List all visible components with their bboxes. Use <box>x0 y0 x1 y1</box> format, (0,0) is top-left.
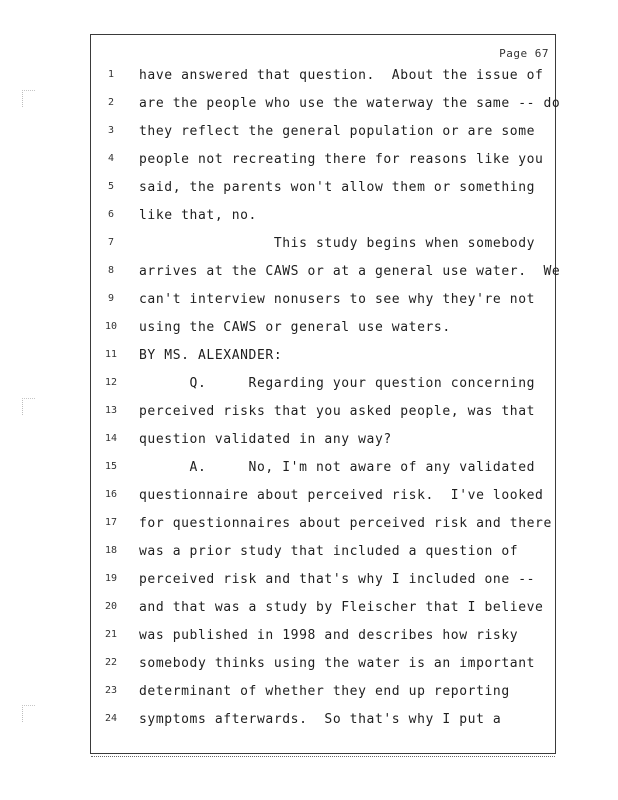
line-number: 14 <box>104 433 118 444</box>
transcript-line: Q. Regarding your question concerning <box>139 376 536 391</box>
line-number: 13 <box>104 405 118 416</box>
transcript-line: was a prior study that included a question of <box>139 544 519 559</box>
transcript-line: was published in 1998 and describes how risky <box>139 628 519 643</box>
line-number: 12 <box>104 377 118 388</box>
transcript-line: people not recreating there for reasons like you <box>139 152 544 167</box>
transcript-page <box>90 34 561 754</box>
line-number: 18 <box>104 545 118 556</box>
transcript-line: somebody thinks using the water is an important <box>139 656 536 671</box>
line-number: 22 <box>104 657 118 668</box>
line-number: 17 <box>104 517 118 528</box>
transcript-line: BY MS. ALEXANDER: <box>139 348 283 363</box>
transcript-line: questionnaire about perceived risk. I've looked <box>139 488 544 503</box>
line-number: 3 <box>107 125 115 136</box>
scan-artifact-line <box>91 753 555 757</box>
line-number: 7 <box>107 237 115 248</box>
line-number: 9 <box>107 293 115 304</box>
line-number: 24 <box>104 713 118 724</box>
line-number: 8 <box>107 265 115 276</box>
line-number: 19 <box>104 573 118 584</box>
line-number-column <box>91 35 131 753</box>
transcript-line: like that, no. <box>139 208 257 223</box>
transcript-line: they reflect the general population or are some <box>139 124 536 139</box>
line-number: 16 <box>104 489 118 500</box>
transcript-line: perceived risk and that's why I included one -- <box>139 572 536 587</box>
transcript-line: are the people who use the waterway the same -- do <box>139 96 561 111</box>
transcript-line: determinant of whether they end up reporting <box>139 684 510 699</box>
transcript-line: for questionnaires about perceived risk and there <box>139 516 552 531</box>
transcript-line: using the CAWS or general use waters. <box>139 320 451 335</box>
line-number: 2 <box>107 97 115 108</box>
binding-hole-mark <box>22 398 35 415</box>
transcript-line: question validated in any way? <box>139 432 392 447</box>
line-number: 4 <box>107 153 115 164</box>
binding-hole-mark <box>22 90 35 107</box>
line-number: 20 <box>104 601 118 612</box>
transcript-line: can't interview nonusers to see why they're not <box>139 292 536 307</box>
line-number: 5 <box>107 181 115 192</box>
binding-hole-mark <box>22 705 35 722</box>
page-number: Page 67 <box>499 47 549 60</box>
line-number: 10 <box>104 321 118 332</box>
transcript-line: perceived risks that you asked people, was that <box>139 404 536 419</box>
line-number: 23 <box>104 685 118 696</box>
transcript-line: said, the parents won't allow them or something <box>139 180 536 195</box>
transcript-line: This study begins when somebody <box>139 236 536 251</box>
line-number: 11 <box>104 349 118 360</box>
transcript-line: have answered that question. About the issue of <box>139 68 544 83</box>
transcript-line: symptoms afterwards. So that's why I put a <box>139 712 502 727</box>
transcript-line: and that was a study by Fleischer that I believe <box>139 600 544 615</box>
transcript-line: A. No, I'm not aware of any validated <box>139 460 536 475</box>
line-number: 15 <box>104 461 118 472</box>
line-number: 21 <box>104 629 118 640</box>
line-number: 1 <box>107 69 115 80</box>
transcript-line: arrives at the CAWS or at a general use water. We <box>139 264 561 279</box>
line-number: 6 <box>107 209 115 220</box>
